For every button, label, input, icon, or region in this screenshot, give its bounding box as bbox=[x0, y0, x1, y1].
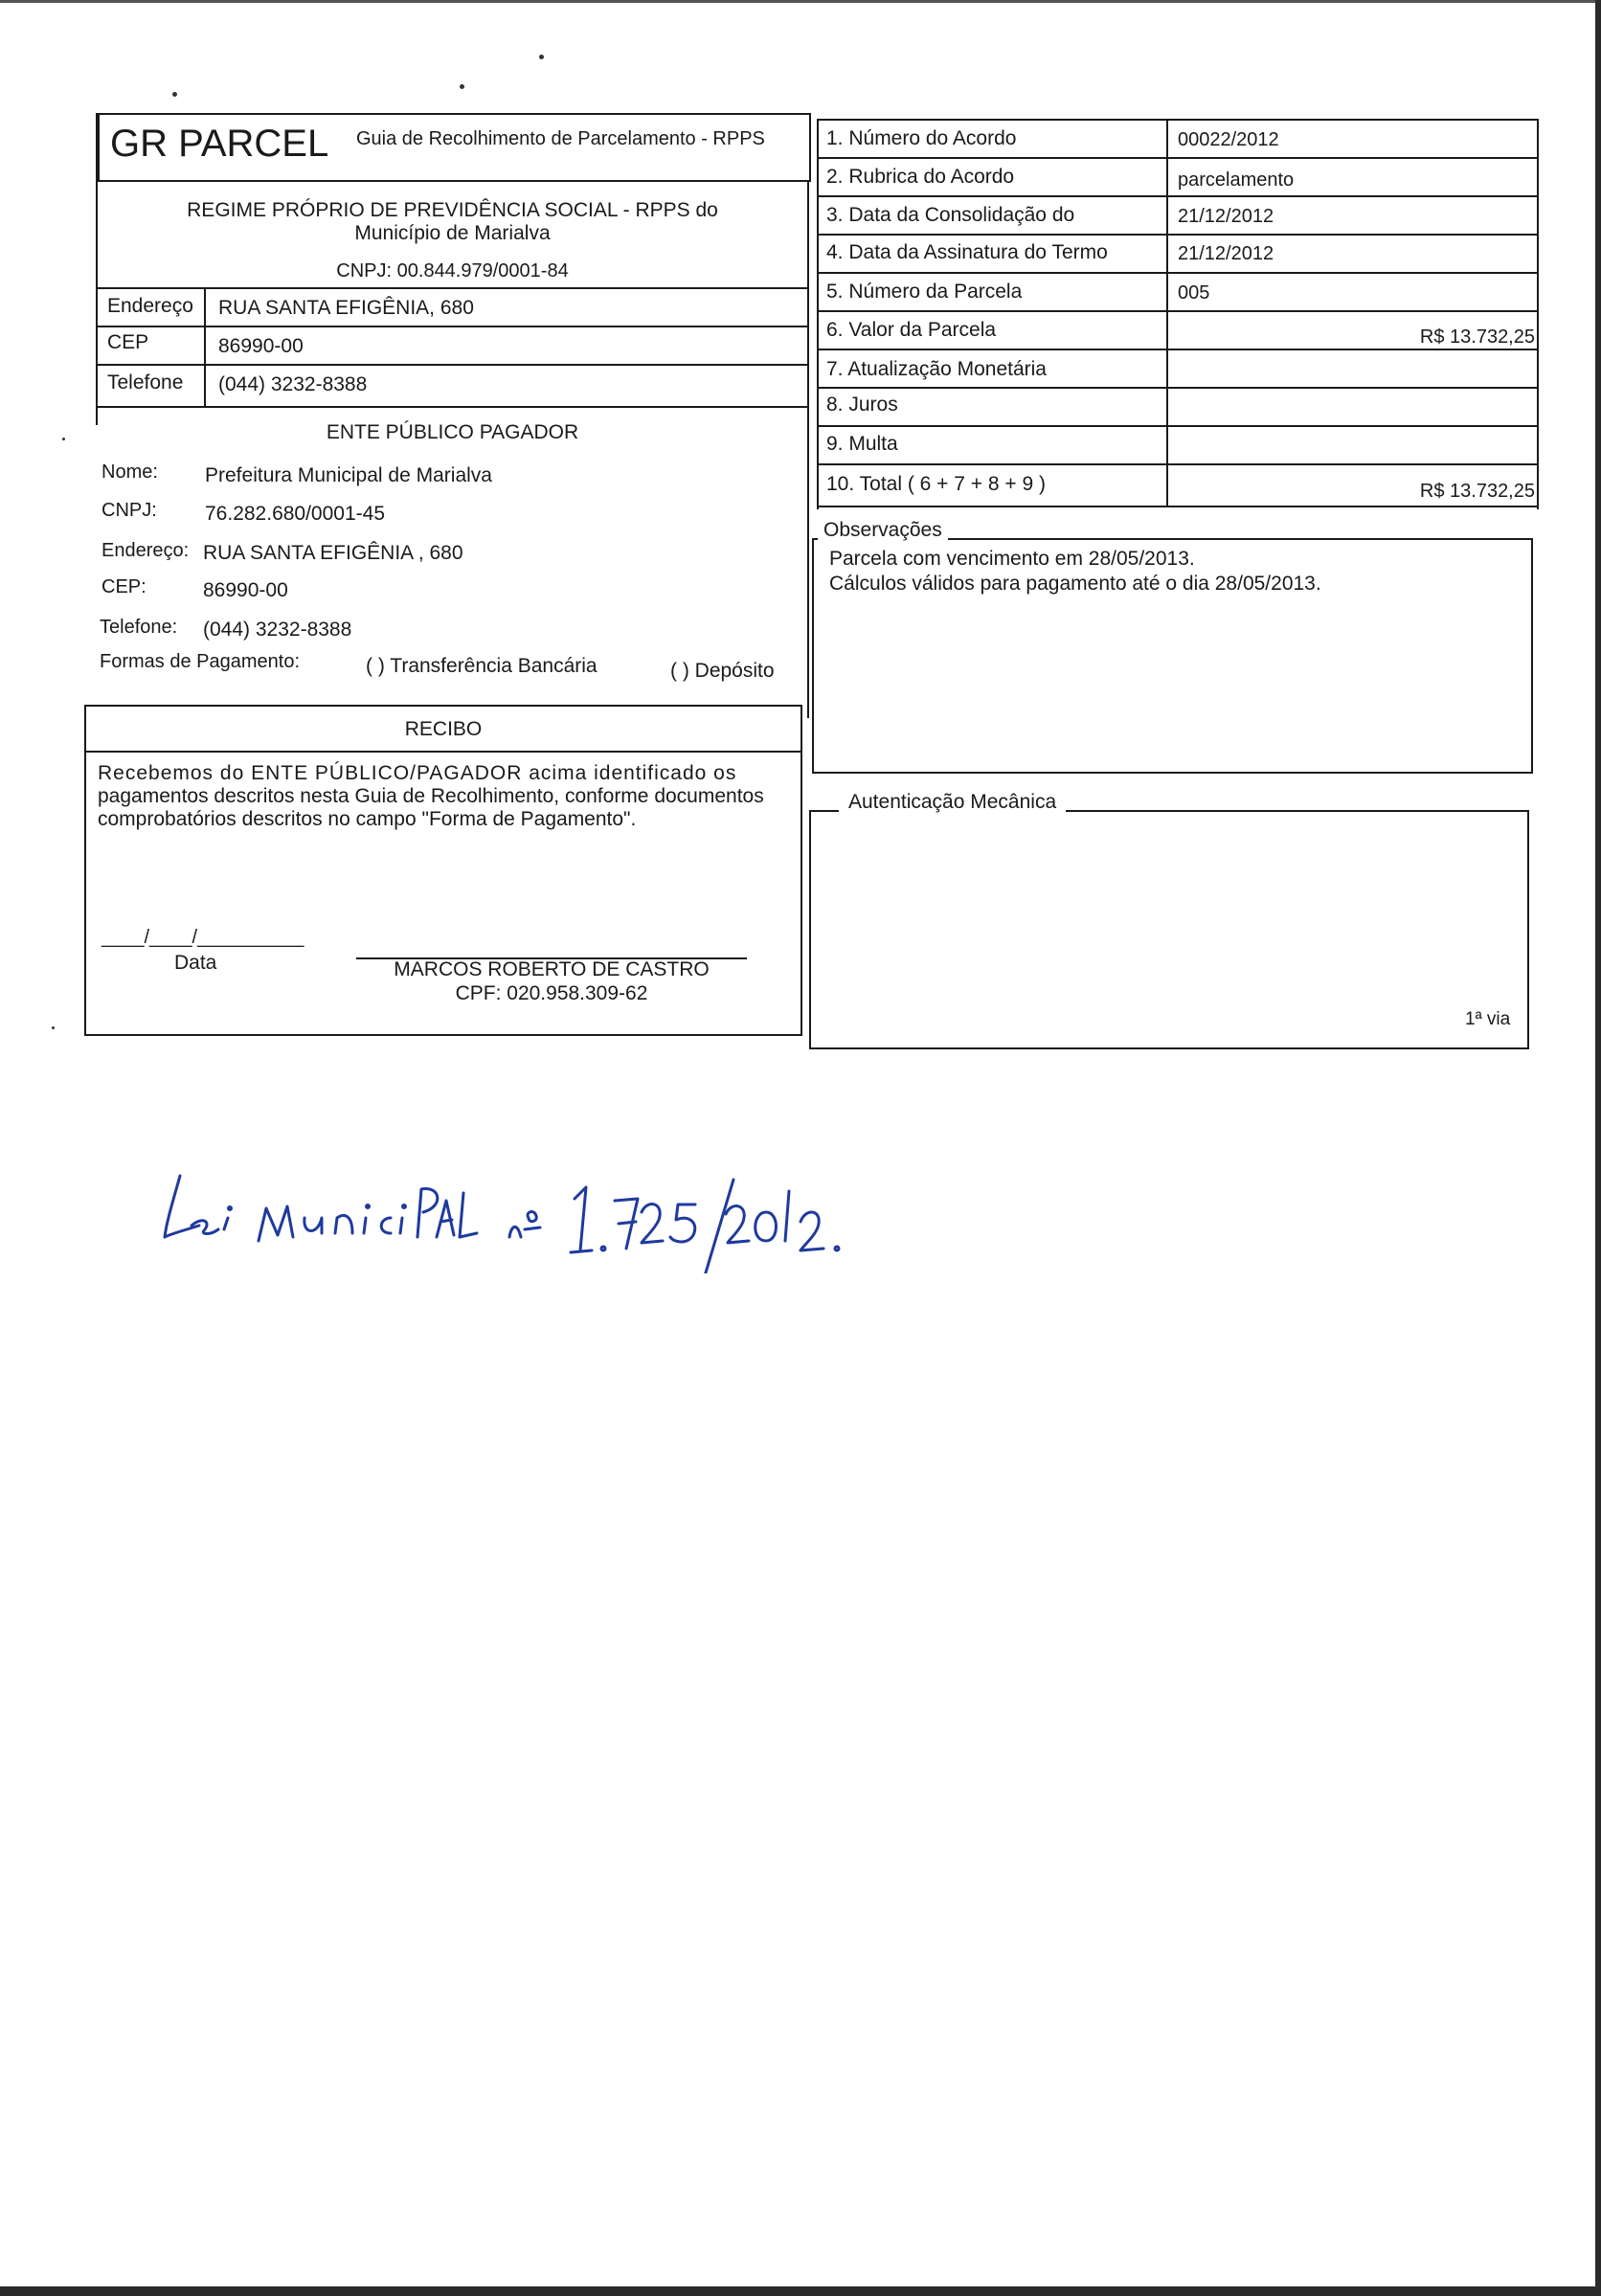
handwritten-note bbox=[153, 1130, 881, 1273]
row-label: 3. Data da Consolidação do bbox=[826, 204, 1075, 226]
autenticacao-box bbox=[809, 810, 1529, 1049]
table-row bbox=[819, 236, 1537, 274]
ente-title: ENTE PÚBLICO PAGADOR bbox=[326, 421, 579, 443]
row-value: parcelamento bbox=[1178, 169, 1295, 191]
row-label: 5. Número da Parcela bbox=[826, 281, 1023, 303]
formas-label: Formas de Pagamento: bbox=[100, 651, 300, 672]
table-row bbox=[819, 350, 1537, 389]
row-value: 21/12/2012 bbox=[1178, 243, 1274, 264]
row-label: 2. Rubrica do Acordo bbox=[826, 166, 1015, 188]
row-label: 4. Data da Assinatura do Termo bbox=[826, 241, 1108, 263]
ente-cep-label: CEP: bbox=[101, 576, 147, 597]
row-value: 00022/2012 bbox=[1178, 129, 1279, 150]
table-line bbox=[96, 287, 809, 289]
frame-line bbox=[807, 182, 809, 718]
autenticacao-title bbox=[839, 791, 1066, 814]
regime-line1: REGIME PRÓPRIO DE PREVIDÊNCIA SOCIAL - RPPS do bbox=[187, 199, 718, 221]
table-line bbox=[96, 406, 809, 408]
table-row bbox=[819, 389, 1537, 427]
table-row bbox=[819, 465, 1537, 507]
ente-nome: Prefeitura Municipal de Marialva bbox=[205, 464, 492, 486]
recibo-divider bbox=[84, 751, 802, 753]
date-blank: ____/____/__________ bbox=[101, 927, 304, 948]
rpps-cep-label: CEP bbox=[107, 331, 149, 353]
scan-edge-top bbox=[0, 0, 1601, 3]
observacoes-title-text: Observações bbox=[823, 519, 942, 541]
ente-cnpj-label: CNPJ: bbox=[101, 500, 157, 521]
opt-transferencia[interactable]: ( ) Transferência Bancária bbox=[366, 655, 598, 677]
ente-nome-label: Nome: bbox=[101, 461, 158, 483]
ente-endereco-label: Endereço: bbox=[101, 540, 190, 561]
regime-line2: Município de Marialva bbox=[354, 222, 551, 244]
observacoes-line2: Cálculos válidos para pagamento até o dia 28/05/2013. bbox=[829, 573, 1321, 595]
scan-edge-right bbox=[1595, 0, 1601, 2296]
scan-speck bbox=[62, 438, 65, 440]
rpps-endereco: RUA SANTA EFIGÊNIA, 680 bbox=[218, 297, 474, 319]
scan-speck bbox=[539, 55, 544, 59]
via-label: 1ª via bbox=[1465, 1009, 1511, 1029]
row-label: 10. Total ( 6 + 7 + 8 + 9 ) bbox=[826, 473, 1047, 495]
rpps-cnpj: CNPJ: 00.844.979/0001-84 bbox=[336, 260, 569, 281]
ente-telefone-label: Telefone: bbox=[100, 617, 178, 638]
observacoes-title bbox=[818, 519, 948, 542]
scan-speck bbox=[52, 1026, 55, 1029]
table-row bbox=[819, 121, 1537, 159]
scan-speck bbox=[172, 92, 177, 97]
rpps-endereco-label: Endereço bbox=[107, 295, 193, 317]
date-label: Data bbox=[174, 952, 217, 974]
table-line bbox=[204, 287, 206, 406]
row-value: 005 bbox=[1178, 282, 1210, 304]
autenticacao-title-text: Autenticação Mecânica bbox=[848, 791, 1057, 813]
table-row bbox=[819, 159, 1537, 197]
logo: GR PARCEL bbox=[110, 123, 329, 165]
rpps-telefone-label: Telefone bbox=[107, 371, 184, 394]
ente-telefone: (044) 3232-8388 bbox=[203, 619, 352, 641]
row-value: 21/12/2012 bbox=[1178, 206, 1274, 227]
scan-edge-bottom bbox=[0, 2286, 1601, 2296]
signer-name: MARCOS ROBERTO DE CASTRO bbox=[394, 958, 710, 980]
ente-cnpj: 76.282.680/0001-45 bbox=[205, 503, 386, 525]
recibo-text-line1: Recebemos do ENTE PÚBLICO/PAGADOR acima identificado os bbox=[98, 762, 737, 784]
row-label: 6. Valor da Parcela bbox=[826, 319, 997, 341]
table-row bbox=[819, 274, 1537, 312]
table-row bbox=[819, 427, 1537, 465]
table-row bbox=[819, 312, 1537, 350]
row-value: R$ 13.732,25 bbox=[1419, 326, 1535, 348]
row-label: 8. Juros bbox=[826, 394, 898, 416]
observacoes-line1: Parcela com vencimento em 28/05/2013. bbox=[829, 548, 1195, 570]
ente-cep: 86990-00 bbox=[203, 579, 288, 601]
opt-deposito[interactable]: ( ) Depósito bbox=[670, 660, 775, 682]
row-label: 7. Atualização Monetária bbox=[826, 358, 1047, 380]
signer-cpf: CPF: 020.958.309-62 bbox=[455, 982, 648, 1004]
ente-endereco: RUA SANTA EFIGÊNIA , 680 bbox=[203, 542, 463, 564]
rpps-telefone: (044) 3232-8388 bbox=[218, 373, 368, 395]
row-value: R$ 13.732,25 bbox=[1419, 481, 1535, 502]
recibo-title: RECIBO bbox=[404, 718, 483, 740]
row-label: 9. Multa bbox=[826, 433, 898, 455]
header-subtitle: Guia de Recolhimento de Parcelamento - RPPS bbox=[356, 128, 765, 149]
row-label: 1. Número do Acordo bbox=[826, 127, 1017, 149]
table-row bbox=[819, 197, 1537, 236]
table-line bbox=[96, 326, 809, 327]
handwritten-note-drawing bbox=[153, 1130, 881, 1273]
recibo-text-line2: pagamentos descritos nesta Guia de Recolhimento, conforme documentos bbox=[98, 785, 764, 807]
scan-speck bbox=[460, 84, 464, 89]
rpps-cep: 86990-00 bbox=[218, 335, 304, 357]
table-line bbox=[96, 364, 809, 366]
recibo-text-line3: comprobatórios descritos no campo "Forma de Pagamento". bbox=[98, 808, 637, 830]
